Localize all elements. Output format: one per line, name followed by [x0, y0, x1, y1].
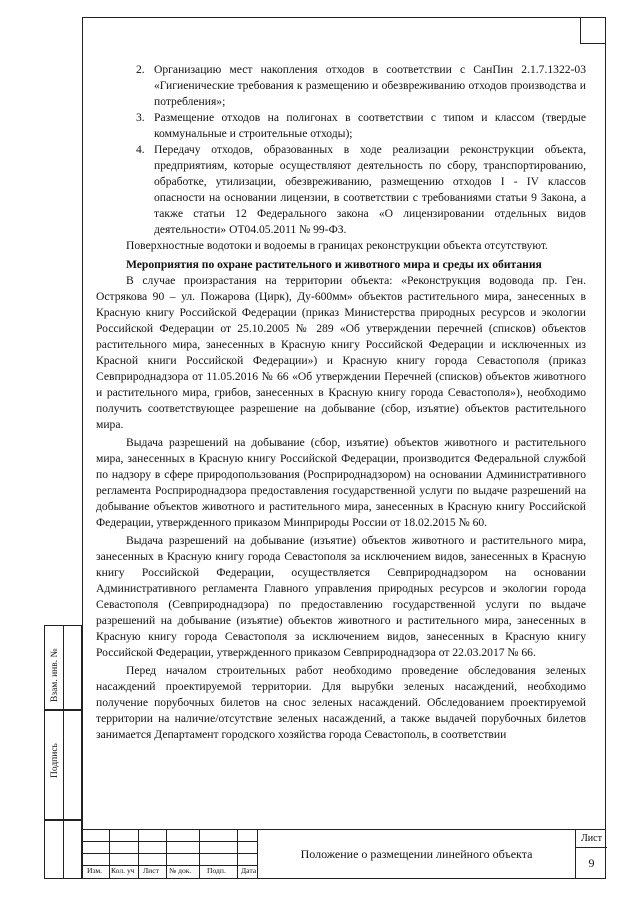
list-text: Размещение отходов на полигонах в соответствии с типом и классом (твердые коммунальные и строительные отходы); — [154, 111, 586, 140]
side-stamp-bottom — [44, 820, 82, 879]
grid-line — [199, 829, 200, 879]
sheet-number: 9 — [588, 856, 595, 870]
grid-line — [138, 829, 139, 879]
revision-grid — [82, 829, 257, 879]
list-number: 2. — [136, 63, 145, 76]
grid-line — [237, 829, 238, 879]
title-block — [82, 829, 606, 879]
stamp-label-kol: Кол. уч — [111, 866, 135, 875]
document-title-text: Положение о размещении линейного объекта — [300, 846, 533, 861]
document-title — [257, 829, 575, 879]
section-heading: Мероприятия по охране растительного и животного мира и среды их обитания — [126, 258, 542, 271]
side-label-vzam: Взам. инв. № — [50, 648, 60, 702]
document-body — [96, 62, 586, 743]
list-number: 3. — [136, 111, 145, 124]
paragraph-water: Поверхностные водотоки и водоемы в границах реконструкции объекта отсутствуют. — [126, 239, 548, 252]
stamp-label-list: Лист — [143, 866, 159, 875]
title-block-top-line — [82, 829, 606, 830]
list-text: Организацию мест накопления отходов в соответствии с СанПин 2.1.7.1322-03 «Гигиенические требования к размещению и обезвреживанию отходов производства и потребления»; — [154, 63, 586, 108]
side-divider — [63, 710, 64, 820]
side-label-podpis: Подпись — [50, 743, 60, 778]
stamp-label-doc: № док. — [169, 866, 192, 875]
list-item — [96, 62, 586, 110]
stamp-label-data: Дата — [241, 866, 257, 875]
stamp-label-izm: Изм. — [87, 866, 103, 875]
list-item — [96, 142, 586, 238]
list-number: 4. — [136, 143, 145, 156]
paragraph: В случае произрастания на территории объекта: «Реконструкция водовода пр. Ген. Острякова 90 – ул. Пожарова (Цирк), Ду-600мм» объектов растительного мира, занесенных в Красную книгу Российской Федерации (приказ Министерства природных ресурсов и экологии Российской Федерации от 25.10.2005 № 289 «Об утверждении перечней (списков) объектов растительного мира, занесенных в Красную книгу Российской Федерации и исключенных из Красной книги Российской Федерации») и Красную книгу города Севастополя (приказ Севприроднадзора от 11.05.2016 № 66 «Об утверждении Перечней (списков) объектов животного и растительного мира, грибов, занесенных в Красную книгу города Севастополя»), необходимо получить соответствующее разрешение на добывание (сбор, изъятие) объектов растительного мира. — [96, 274, 586, 431]
sheet-box — [575, 829, 606, 879]
side-divider — [63, 625, 64, 710]
grid-line — [109, 829, 110, 879]
corner-box — [580, 17, 606, 44]
list-text: Передачу отходов, образованных в ходе реализации реконструкции объекта, предприятиям, которые осуществляют деятельность по сбору, транспортированию, обработке, утилизации, обезвреживанию, размещению отходов I - IV классов опасности на основании лицензии, в соответствии с требованиями статьи 9 Закона, а также статьи 12 Федерального закона «О лицензировании отдельных видов деятельности» ОТ04.05.2011 № 99-ФЗ. — [154, 143, 586, 236]
list-item — [96, 110, 586, 142]
paragraph: Перед началом строительных работ необходимо проведение обследования зеленых насаждений проектируемой территории. Для вырубки зеленых насаждений, необходимо получение порубочных билетов на снос зеленых насаждений. Обследованием проектируемой территории на наличие/отсутствие зеленых насаждений, а также выдачей порубочных билетов занимается Департамент городского хозяйства города Севастополь, в соответствии — [96, 664, 586, 741]
paragraph: Выдача разрешений на добывание (сбор, изъятие) объектов животного и растительного мира, занесенных в Красную книгу Российской Федерации, производится Федеральной службой по надзору в сфере природопользования (Росприроднадзором) на основании Административного регламента Росприроднадзора предоставления государственной услуги по выдаче разрешений на добывание объектов животного и растительного мира, занесенных в Красную книгу Российской Федерации, утвержденного приказом Минприроды России от 18.02.2015 № 60. — [96, 436, 586, 529]
paragraph: Выдача разрешений на добывание (изъятие) объектов животного и растительного мира, занесенных в Красную книгу города Севастополя за исключением видов, занесенных в Красную книгу Российской Федерации, осуществляется Севприроднадзором на основании Административного регламента Главного управления природных ресурсов и экологии города Севастополя (Севприроднадзора) по предоставлению государственной услуги по выдаче разрешений на добывание (изъятие) объектов животного и растительного мира, занесенных в Красную книгу города Севастополя за исключением видов, занесенных в Красную книгу Российской Федерации, утвержденного приказом Севприроднадзора от 22.03.2017 № 66. — [96, 534, 586, 659]
side-divider — [63, 820, 64, 879]
stamp-label-podp: Подп. — [207, 866, 226, 875]
grid-line — [166, 829, 167, 879]
sheet-label: Лист — [576, 829, 607, 848]
